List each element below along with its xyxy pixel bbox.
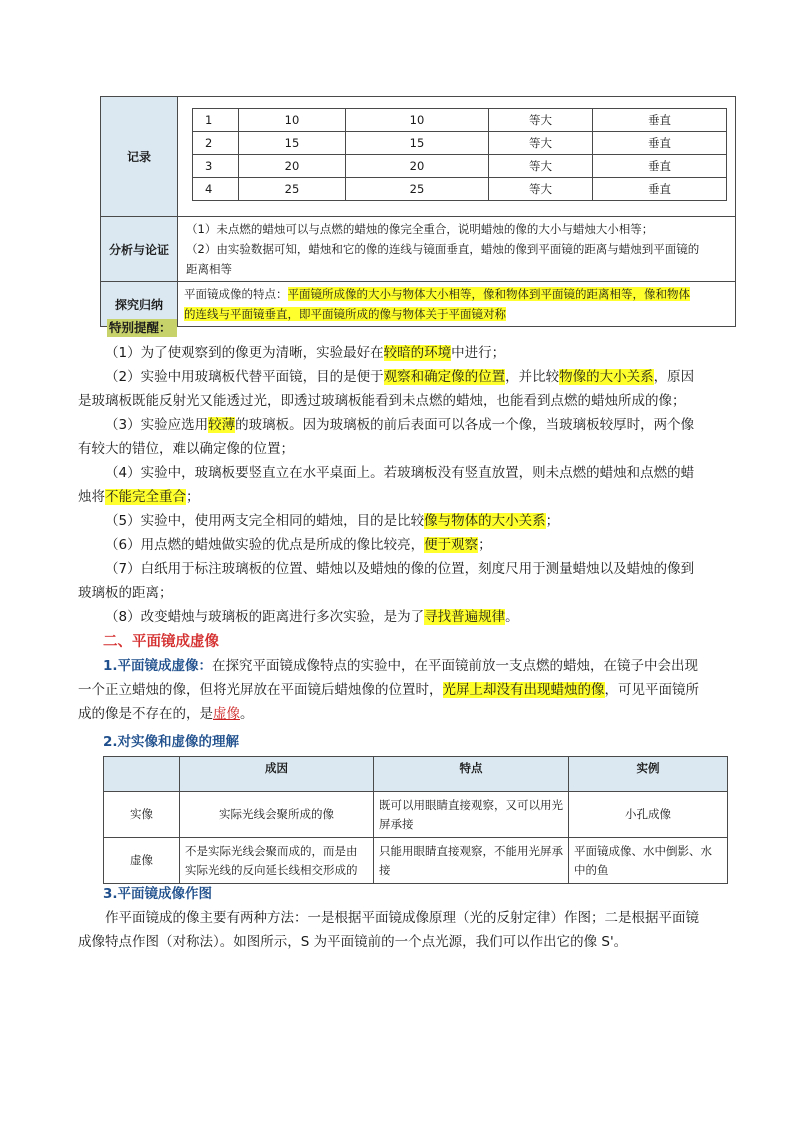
tip-3: （3）实验应选用较薄的玻璃板。因为玻璃板的前后表面可以各成一个像，当玻璃板较厚时，两个像 有较大的错位，难以确定像的位置； (78, 417, 695, 457)
record-label: 记录 (101, 97, 178, 217)
real-virtual-compare-table (103, 756, 728, 884)
record-cell: 等大 (489, 109, 593, 132)
section-2-2-title: 2.对实像和虚像的理解 (103, 734, 240, 750)
summary-prefix: 平面镜成像的特点： (184, 287, 288, 301)
table-header (104, 757, 180, 792)
record-cell: 等大 (489, 132, 593, 155)
tip-8: （8）改变蜡烛与玻璃板的距离进行多次实验，是为了寻找普遍规律。 (105, 609, 519, 625)
record-cell: 3 (193, 155, 239, 178)
record-row (193, 132, 727, 155)
record-cell: 垂直 (593, 155, 727, 178)
tip-1: （1）为了使观察到的像更为清晰，实验最好在较暗的环境中进行； (105, 345, 506, 361)
table-cell: 不是实际光线会聚而成的，而是由实际光线的反向延长线相交形成的 (180, 838, 374, 884)
tip-5: （5）实验中，使用两支完全相同的蜡烛，目的是比较像与物体的大小关系； (105, 513, 560, 529)
record-cell: 10 (346, 109, 489, 132)
tip-7: （7）白纸用于标注玻璃板的位置、蜡烛以及蜡烛的像的位置，刻度尺用于测量蜡烛以及蜡烛的像到 玻璃板的距离； (78, 561, 695, 601)
record-cell: 等大 (489, 155, 593, 178)
section-2-1: 1.平面镜成虚像：在探究平面镜成像特点的实验中，在平面镜前放一支点燃的蜡烛，在镜子中会出现 一个正立蜡烛的像，但将光屏放在平面镜后蜡烛像的位置时，光屏上却没有出现蜡烛的像，可见平面镜所 成的像是不存在的，是虚像。 (78, 658, 699, 722)
record-cell: 15 (239, 132, 346, 155)
record-cell: 垂直 (593, 178, 727, 201)
section-2-3-title: 3.平面镜成像作图 (103, 886, 213, 902)
analysis-label: 分析与论证 (101, 217, 178, 282)
tip-2: （2）实验中用玻璃板代替平面镜，目的是便于观察和确定像的位置，并比较物像的大小关系，原因 是玻璃板既能反射光又能透过光，即透过玻璃板能看到未点燃的蜡烛，也能看到点燃的蜡烛所成的像； (78, 369, 695, 409)
table-cell: 既可以用眼睛直接观察，又可以用光屏承接 (374, 792, 569, 838)
record-cell: 10 (239, 109, 346, 132)
record-row (193, 178, 727, 201)
record-cell: 20 (239, 155, 346, 178)
special-tips-banner: 特别提醒： (107, 319, 177, 337)
record-row (193, 109, 727, 132)
table-cell: 只能用眼睛直接观察，不能用光屏承接 (374, 838, 569, 884)
record-cell: 20 (346, 155, 489, 178)
record-cell: 25 (239, 178, 346, 201)
table-header: 实例 (569, 757, 728, 792)
virtual-image-link[interactable]: 虚像 (213, 706, 240, 722)
table-cell: 实际光线会聚所成的像 (180, 792, 374, 838)
table-cell: 虚像 (104, 838, 180, 884)
table-cell: 实像 (104, 792, 180, 838)
summary-label: 探究归纳 (101, 282, 178, 327)
record-cell: 4 (193, 178, 239, 201)
experiment-table (100, 96, 736, 327)
table-header: 特点 (374, 757, 569, 792)
record-cell: 15 (346, 132, 489, 155)
table-cell: 平面镜成像、水中倒影、水中的鱼 (569, 838, 728, 884)
analysis-line-2: （2）由实验数据可知，蜡烛和它的像的连线与镜面垂直，蜡烛的像到平面镜的距离与蜡烛到平面镜的 (186, 242, 700, 256)
record-cell: 1 (193, 109, 239, 132)
record-data-table (192, 108, 727, 201)
tip-4: （4）实验中，玻璃板要竖直立在水平桌面上。若玻璃板没有竖直放置，则未点燃的蜡烛和点燃的蜡 烛将不能完全重合； (78, 465, 695, 505)
record-cell: 垂直 (593, 132, 727, 155)
table-header: 成因 (180, 757, 374, 792)
analysis-line-1: （1）未点燃的蜡烛可以与点燃的蜡烛的像完全重合，说明蜡烛的像的大小与蜡烛大小相等； (186, 222, 654, 236)
section-2-heading: 二、平面镜成虚像 (103, 634, 219, 650)
summary-highlight-2: 的连线与平面镜垂直，即平面镜所成的像与物体关于平面镜对称 (184, 307, 506, 321)
analysis-line-3: 距离相等 (186, 262, 232, 276)
summary-highlight-1: 平面镜所成像的大小与物体大小相等，像和物体到平面镜的距离相等，像和物体 (287, 287, 690, 301)
record-cell: 25 (346, 178, 489, 201)
record-cell: 2 (193, 132, 239, 155)
record-cell: 等大 (489, 178, 593, 201)
section-2-3-body: 作平面镜成的像主要有两种方法：一是根据平面镜成像原理（光的反射定律）作图；二是根据平面镜 成像特点作图（对称法）。如图所示，S 为平面镜前的一个点光源，我们可以作出它的像 S'。 (78, 910, 699, 950)
tip-6: （6）用点燃的蜡烛做实验的优点是所成的像比较亮，便于观察； (105, 537, 492, 553)
table-cell: 小孔成像 (569, 792, 728, 838)
record-row (193, 155, 727, 178)
record-cell: 垂直 (593, 109, 727, 132)
